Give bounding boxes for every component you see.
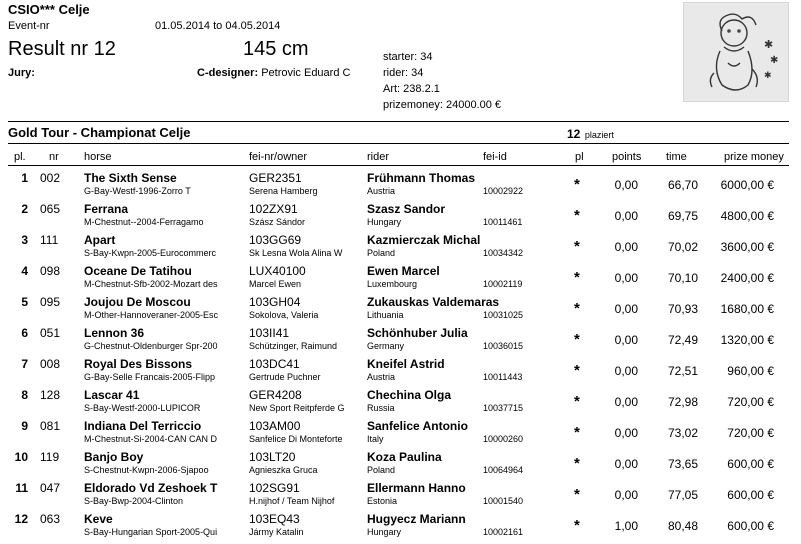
place: 11	[15, 481, 28, 495]
fei-number: 103GH04	[249, 295, 301, 309]
placed-mark: *	[574, 207, 580, 224]
prize-money: 600,00 €	[727, 519, 774, 533]
round-time: 70,02	[667, 240, 698, 254]
place: 10	[14, 450, 28, 464]
svg-text:✱: ✱	[764, 38, 774, 51]
round-time: 72,49	[667, 333, 698, 347]
penalty-points: 0,00	[614, 302, 638, 316]
rider-name: Schönhuber Julia	[367, 326, 468, 340]
placed-mark: *	[574, 424, 580, 441]
starter-count: starter: 34	[383, 51, 433, 63]
start-number: 081	[40, 419, 61, 433]
penalty-points: 1,00	[614, 519, 638, 533]
placed-mark: *	[574, 393, 580, 410]
placed-mark: *	[574, 331, 580, 348]
prize-money: 3600,00 €	[720, 240, 774, 254]
rider-fei-id: 10036015	[483, 341, 524, 351]
horse-name: Lascar 41	[84, 388, 140, 402]
placed-mark: *	[574, 176, 580, 193]
horse-info: G-Bay-Selle Francais-2005-Flipp	[84, 372, 216, 382]
penalty-points: 0,00	[614, 240, 638, 254]
horse-info: S-Chestnut-Kwpn-2006-Sjapoo	[84, 465, 209, 475]
rider-country: Austria	[367, 186, 396, 196]
jury-label: Jury:	[8, 67, 35, 79]
penalty-points: 0,00	[614, 178, 638, 192]
col-header-prize: prize money	[724, 151, 784, 163]
rider-name: Zukauskas Valdemaras	[367, 295, 500, 309]
round-time: 66,70	[667, 178, 698, 192]
round-time: 80,48	[667, 519, 698, 533]
place: 2	[21, 202, 28, 216]
prize-money: 1320,00 €	[720, 333, 774, 347]
rider-fei-id: 10002922	[483, 186, 524, 196]
owner: Sanfelice Di Monteforte	[249, 434, 343, 444]
rider-country: Poland	[367, 248, 396, 258]
placed-label: plaziert	[584, 130, 614, 140]
horse-info: M-Chestnut-Sfb-2002-Mozart des	[84, 279, 218, 289]
penalty-points: 0,00	[614, 271, 638, 285]
round-time: 69,75	[667, 209, 698, 223]
rider-name: Kazmierczak Michal	[367, 233, 481, 247]
place: 4	[21, 264, 28, 278]
fei-number: 102ZX91	[249, 202, 298, 216]
start-number: 065	[40, 202, 61, 216]
start-number: 128	[40, 388, 61, 402]
event-nr-label: Event-nr	[8, 20, 50, 32]
place: 6	[21, 326, 28, 340]
rider-fei-id: 10002119	[483, 279, 523, 289]
place: 3	[21, 233, 28, 247]
owner: Marcel Ewen	[249, 279, 302, 289]
placed-mark: *	[574, 238, 580, 255]
horse-name: Indiana Del Terriccio	[84, 419, 202, 433]
table-row	[0, 324, 801, 355]
penalty-points: 0,00	[614, 488, 638, 502]
col-header-place: pl.	[14, 151, 26, 163]
start-number: 047	[40, 481, 61, 495]
rider-country: Russia	[367, 403, 395, 413]
table-row	[0, 231, 801, 262]
placed-mark: *	[574, 269, 580, 286]
rider-name: Kneifel Astrid	[367, 357, 445, 371]
horse-name: Lennon 36	[84, 326, 145, 340]
placed-summary	[567, 125, 614, 143]
round-time: 72,98	[667, 395, 698, 409]
rider-fei-id: 10011443	[483, 372, 523, 382]
fei-number: LUX40100	[249, 264, 306, 278]
rider-country: Poland	[367, 465, 396, 475]
prize-money: 720,00 €	[727, 395, 774, 409]
rider-fei-id: 10037715	[483, 403, 524, 413]
rider-country: Hungary	[367, 217, 402, 227]
title-top-rule	[8, 121, 789, 122]
rider-fei-id: 10001540	[483, 496, 524, 506]
rider-country: Germany	[367, 341, 405, 351]
table-row	[0, 386, 801, 417]
fei-number: 103LT20	[249, 450, 296, 464]
horse-info: S-Bay-Bwp-2004-Clinton	[84, 496, 184, 506]
competition-title: Gold Tour - Championat Celje	[8, 125, 191, 140]
placed-mark: *	[574, 486, 580, 503]
rider-fei-id: 10034342	[483, 248, 524, 258]
col-header-fei-owner: fei-nr/owner	[249, 151, 308, 163]
event-title: CSIO*** Celje	[8, 2, 90, 17]
svg-text:✱: ✱	[770, 55, 779, 66]
owner: Jármy Katalin	[249, 527, 304, 537]
fei-number: 103AM00	[249, 419, 301, 433]
prize-money: 2400,00 €	[720, 271, 774, 285]
horse-info: G-Chestnut-Oldenburger Spr-200	[84, 341, 218, 351]
result-title: Result nr 12	[8, 38, 116, 60]
horse-name: Oceane De Tatihou	[84, 264, 192, 278]
start-number: 051	[40, 326, 61, 340]
round-time: 72,51	[667, 364, 698, 378]
start-number: 008	[40, 357, 61, 371]
fei-number: GER4208	[249, 388, 302, 402]
place: 12	[14, 512, 28, 526]
penalty-points: 0,00	[614, 364, 638, 378]
title-bottom-rule	[8, 143, 789, 144]
start-number: 111	[40, 233, 59, 247]
place: 7	[21, 357, 28, 371]
horse-info: S-Bay-Hungarian Sport-2005-Qui	[84, 527, 218, 537]
rider-name: Sanfelice Antonio	[367, 419, 468, 433]
horse-info: S-Bay-Kwpn-2005-Eurocommerc	[84, 248, 217, 258]
prize-money: 600,00 €	[727, 457, 774, 471]
round-time: 70,10	[667, 271, 698, 285]
start-number: 002	[40, 171, 61, 185]
fei-number: 103DC41	[249, 357, 300, 371]
event-dates: 01.05.2014 to 04.05.2014	[155, 20, 281, 32]
round-time: 77,05	[667, 488, 698, 502]
obstacle-height: 145 cm	[243, 38, 309, 60]
penalty-points: 0,00	[614, 395, 638, 409]
table-row	[0, 448, 801, 479]
rider-fei-id: 10011461	[483, 217, 523, 227]
rider-country: Italy	[367, 434, 384, 444]
fei-number: 103GG69	[249, 233, 302, 247]
header-bottom-rule	[8, 165, 789, 166]
start-number: 119	[40, 450, 60, 464]
rider-name: Ellermann Hanno	[367, 481, 466, 495]
article-code: Art: 238.2.1	[383, 83, 440, 95]
table-row	[0, 262, 801, 293]
fei-number: 103II41	[249, 326, 290, 340]
owner: Agnieszka Gruca	[249, 465, 318, 475]
rider-country: Austria	[367, 372, 396, 382]
prize-money: 600,00 €	[727, 488, 774, 502]
horse-info: M-Chestnut--2004-Ferragamo	[84, 217, 204, 227]
horse-info: G-Bay-Westf-1996-Zorro T	[84, 186, 191, 196]
owner: H.nijhof / Team Nijhof	[249, 496, 335, 506]
rider-country: Lithuania	[367, 310, 404, 320]
designer-name: Petrovic Eduard C	[261, 67, 351, 79]
round-time: 73,02	[667, 426, 698, 440]
table-row	[0, 510, 801, 541]
table-row	[0, 479, 801, 510]
horse-name: Royal Des Bissons	[84, 357, 193, 371]
col-header-pl: pl	[575, 151, 584, 163]
horse-name: Eldorado Vd Zeshoek T	[84, 481, 218, 495]
owner: Szász Sándor	[249, 217, 306, 227]
fei-number: 103EQ43	[249, 512, 300, 526]
col-header-points: points	[612, 151, 642, 163]
rider-name: Szasz Sandor	[367, 202, 446, 216]
owner: Schützinger, Raimund	[249, 341, 338, 351]
rider-country: Luxembourg	[367, 279, 418, 289]
prize-money: 1680,00 €	[720, 302, 774, 316]
col-header-fei-id: fei-id	[483, 151, 507, 163]
horse-info: M-Chestnut-Si-2004-CAN CAN D	[84, 434, 218, 444]
placed-mark: *	[574, 362, 580, 379]
penalty-points: 0,00	[614, 209, 638, 223]
prize-money: 4800,00 €	[720, 209, 774, 223]
svg-text:✱: ✱	[764, 71, 772, 81]
table-row	[0, 200, 801, 231]
start-number: 098	[40, 264, 61, 278]
prize-money-total: prizemoney: 24000.00 €	[383, 99, 502, 111]
col-header-time: time	[666, 151, 687, 163]
horse-name: Apart	[84, 233, 116, 247]
horse-name: Keve	[84, 512, 113, 526]
rider-fei-id: 10031025	[483, 310, 524, 320]
placed-count: 12	[567, 127, 581, 141]
round-time: 70,93	[667, 302, 698, 316]
rider-count: rider: 34	[383, 67, 424, 79]
prize-money: 720,00 €	[727, 426, 774, 440]
horse-name: Joujou De Moscou	[84, 295, 191, 309]
round-time: 73,65	[667, 457, 698, 471]
place: 5	[21, 295, 28, 309]
place: 9	[21, 419, 28, 433]
penalty-points: 0,00	[614, 457, 638, 471]
owner: Sokolova, Valeria	[249, 310, 319, 320]
owner: Gertrude Puchner	[249, 372, 321, 382]
owner: Sk Lesna Wola Alina W	[249, 248, 343, 258]
prize-money: 6000,00 €	[720, 178, 774, 192]
start-number: 063	[40, 512, 61, 526]
event-logo-icon	[683, 2, 789, 102]
rider-country: Hungary	[367, 527, 402, 537]
owner: New Sport Reitpferde G	[249, 403, 345, 413]
horse-info: M-Other-Hannoveraner-2005-Esc	[84, 310, 219, 320]
placed-mark: *	[574, 517, 580, 534]
table-row	[0, 417, 801, 448]
course-designer	[197, 67, 350, 79]
table-row	[0, 293, 801, 324]
placed-mark: *	[574, 300, 580, 317]
fei-number: 102SG91	[249, 481, 300, 495]
rider-fei-id: 10002161	[483, 527, 524, 537]
horse-info: S-Bay-Westf-2000-LUPICOR	[84, 403, 201, 413]
table-row	[0, 169, 801, 200]
rider-name: Hugyecz Mariann	[367, 512, 466, 526]
rider-name: Frühmann Thomas	[367, 171, 476, 185]
place: 8	[21, 388, 28, 402]
penalty-points: 0,00	[614, 333, 638, 347]
start-number: 095	[40, 295, 61, 309]
placed-mark: *	[574, 455, 580, 472]
rider-country: Estonia	[367, 496, 398, 506]
table-row	[0, 355, 801, 386]
prize-money: 960,00 €	[727, 364, 774, 378]
designer-label: C-designer:	[197, 67, 259, 79]
fei-number: GER2351	[249, 171, 302, 185]
rider-name: Koza Paulina	[367, 450, 442, 464]
col-header-horse: horse	[84, 151, 112, 163]
col-header-rider: rider	[367, 151, 390, 163]
place: 1	[21, 171, 28, 185]
col-header-nr: nr	[49, 151, 59, 163]
owner: Serena Hamberg	[249, 186, 318, 196]
horse-name: Banjo Boy	[84, 450, 144, 464]
rider-name: Ewen Marcel	[367, 264, 440, 278]
rider-fei-id: 10000260	[483, 434, 524, 444]
penalty-points: 0,00	[614, 426, 638, 440]
horse-name: The Sixth Sense	[84, 171, 177, 185]
rider-fei-id: 10064964	[483, 465, 524, 475]
horse-name: Ferrana	[84, 202, 129, 216]
rider-name: Chechina Olga	[367, 388, 452, 402]
